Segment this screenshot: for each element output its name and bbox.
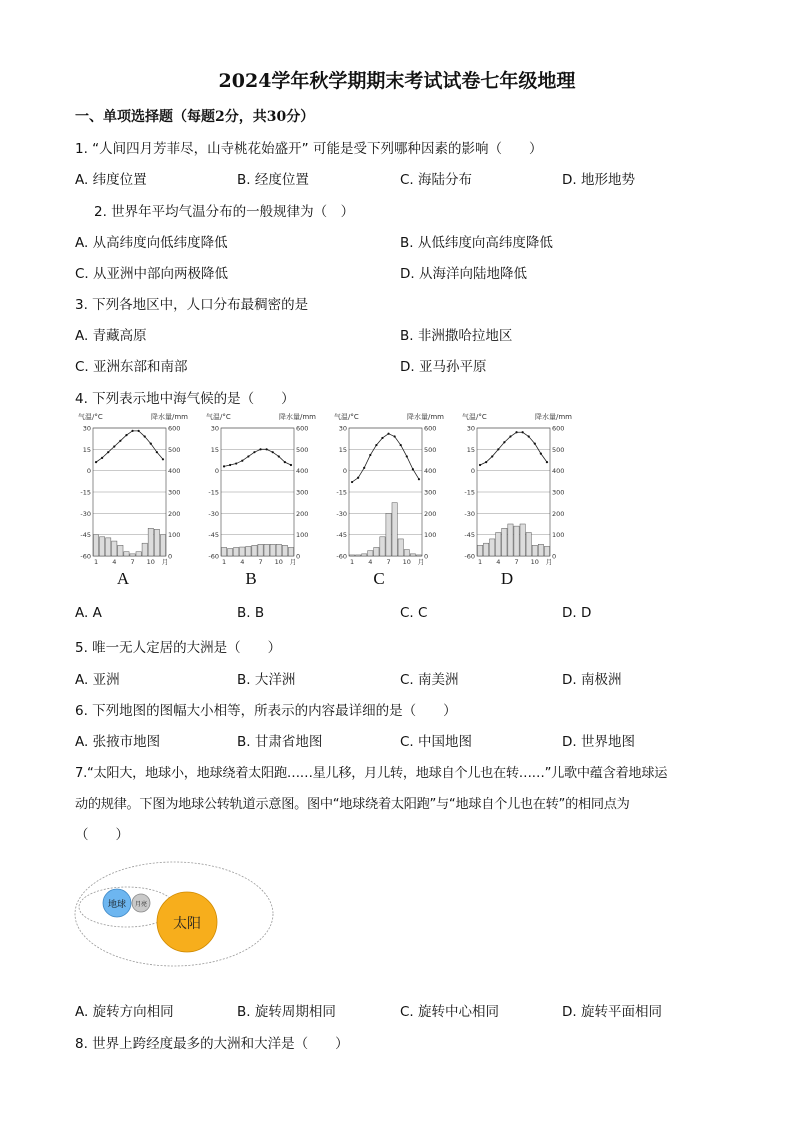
q6-option-a[interactable]: A. 张掖市地图 <box>75 734 161 750</box>
precip-tick-label: 0 <box>424 552 429 561</box>
q7-option-b[interactable]: B. 旋转周期相同 <box>237 1004 336 1020</box>
precip-bar <box>532 545 537 556</box>
section-heading: 一、单项选择题（每题2分，共30分） <box>75 109 315 125</box>
precip-bar <box>349 555 354 556</box>
climate-chart-c <box>334 408 444 588</box>
orbit-diagram <box>72 852 282 982</box>
precip-bar <box>106 538 111 556</box>
temp-point <box>290 464 292 466</box>
month-tick-label: 4 <box>368 558 373 566</box>
temp-point <box>223 465 225 467</box>
temp-point <box>235 462 237 464</box>
precip-bar <box>234 547 239 556</box>
temp-point <box>515 431 517 433</box>
temp-tick-label: -60 <box>80 552 91 561</box>
chart-c-label: C <box>373 569 385 588</box>
temp-point <box>253 451 255 453</box>
q4-option-c[interactable]: C. C <box>400 605 428 621</box>
sun-label: 太阳 <box>173 916 201 932</box>
q4-option-d[interactable]: D. D <box>562 605 592 621</box>
temp-point <box>138 430 140 432</box>
question-5-stem: 5. 唯一无人定居的大洲是（ ） <box>75 640 282 656</box>
temp-line <box>480 432 547 465</box>
temp-point <box>357 477 359 479</box>
temp-point <box>101 457 103 459</box>
precip-tick-label: 400 <box>168 467 181 476</box>
precip-tick-label: 300 <box>296 488 309 497</box>
q6-option-c[interactable]: C. 中国地图 <box>400 734 473 750</box>
precip-tick-label: 100 <box>168 531 181 540</box>
temp-tick-label: -15 <box>208 488 219 497</box>
temp-point <box>485 461 487 463</box>
month-tick-label: 1 <box>477 558 483 566</box>
precip-bar <box>404 550 409 556</box>
temp-point <box>284 461 286 463</box>
temp-tick-label: 0 <box>86 467 91 476</box>
earth-label: 地球 <box>107 900 127 910</box>
temp-tick-label: 0 <box>214 467 219 476</box>
temp-tick-label: 30 <box>210 424 219 433</box>
temp-tick-label: -30 <box>464 509 475 518</box>
month-tick-label: 7 <box>258 558 263 566</box>
temp-tick-label: -15 <box>464 488 475 497</box>
precip-bar <box>380 537 385 556</box>
temp-tick-label: -45 <box>208 531 219 540</box>
temp-point <box>259 448 261 450</box>
q1-option-b[interactable]: B. 经度位置 <box>237 172 309 188</box>
temp-tick-label: -60 <box>336 552 347 561</box>
temp-tick-label: 0 <box>342 467 347 476</box>
precip-bar <box>148 528 153 556</box>
precip-tick-label: 200 <box>424 509 437 518</box>
precip-bar <box>483 543 488 556</box>
precip-bar <box>282 545 287 556</box>
temp-point <box>247 455 249 457</box>
precip-axis-label: 降水量/mm <box>535 413 572 421</box>
temp-point <box>528 435 530 437</box>
month-tick-label: 1 <box>93 558 99 566</box>
question-7-stem-line2: 动的规律。下图为地球公转轨道示意图。图中“地球绕着太阳跑”与“地球自个儿也在转”的相同点为 <box>75 797 630 812</box>
month-tick-label: 7 <box>514 558 519 566</box>
temp-tick-label: -60 <box>208 552 219 561</box>
precip-bar <box>246 546 251 556</box>
precip-tick-label: 0 <box>552 552 557 561</box>
q5-option-a[interactable]: A. 亚洲 <box>75 672 120 688</box>
precip-tick-label: 600 <box>552 424 565 433</box>
question-4-stem: 4. 下列表示地中海气候的是（ ） <box>75 391 295 407</box>
orbit-svg <box>72 852 282 982</box>
month-unit-label: 月 <box>417 558 425 566</box>
temp-tick-label: -30 <box>208 509 219 518</box>
page-title: 2024学年秋学期期末考试试卷七年级地理 <box>218 70 576 92</box>
month-tick-label: 7 <box>130 558 135 566</box>
temp-point <box>107 451 109 453</box>
precip-bar <box>520 524 525 556</box>
temp-point <box>412 468 414 470</box>
precip-tick-label: 100 <box>296 531 309 540</box>
q6-option-d[interactable]: D. 世界地图 <box>562 734 635 750</box>
question-1-stem: 1. “人间四月芳菲尽，山寺桃花始盛开” 可能是受下列哪种因素的影响（ ） <box>75 141 543 157</box>
precip-bar <box>142 543 147 556</box>
precip-bar <box>154 529 159 556</box>
precip-tick-label: 500 <box>168 445 181 454</box>
month-tick-label: 4 <box>496 558 501 566</box>
temp-point <box>522 431 524 433</box>
precip-bar <box>490 539 495 556</box>
precip-tick-label: 200 <box>168 509 181 518</box>
temp-axis-label: 气温/°C <box>206 413 231 421</box>
q2-option-d[interactable]: D. 从海洋向陆地降低 <box>400 266 527 282</box>
precip-bar <box>264 544 269 556</box>
month-unit-label: 月 <box>289 558 297 566</box>
question-7-stem-line3: （ ） <box>75 827 129 843</box>
precip-axis-label: 降水量/mm <box>151 413 188 421</box>
temp-tick-label: 0 <box>470 467 475 476</box>
temp-point <box>375 444 377 446</box>
precip-bar <box>508 524 513 556</box>
precip-bar <box>288 547 293 556</box>
precip-axis-label: 降水量/mm <box>279 413 316 421</box>
precip-bar <box>398 539 403 556</box>
q3-option-d[interactable]: D. 亚马孙平原 <box>400 359 487 375</box>
temp-point <box>497 448 499 450</box>
temp-point <box>540 453 542 455</box>
precip-bar <box>112 541 117 556</box>
question-8-stem: 8. 世界上跨经度最多的大洲和大洋是（ ） <box>75 1036 349 1052</box>
temp-point <box>272 451 274 453</box>
precip-bar <box>416 555 421 556</box>
temp-point <box>491 455 493 457</box>
precip-bar <box>368 551 373 556</box>
precip-bar <box>130 554 135 556</box>
temp-point <box>95 461 97 463</box>
temp-tick-label: 30 <box>82 424 91 433</box>
temp-point <box>400 444 402 446</box>
precip-tick-label: 200 <box>296 509 309 518</box>
q3-option-c[interactable]: C. 亚洲东部和南部 <box>75 359 188 375</box>
temp-point <box>241 460 243 462</box>
temp-tick-label: -15 <box>336 488 347 497</box>
q2-option-a[interactable]: A. 从高纬度向低纬度降低 <box>75 235 228 251</box>
precip-bar <box>118 545 123 556</box>
temp-point <box>150 443 152 445</box>
precip-tick-label: 600 <box>168 424 181 433</box>
climate-chart-c-svg <box>334 408 444 583</box>
temp-point <box>381 437 383 439</box>
month-tick-label: 10 <box>530 558 539 566</box>
climate-chart-a <box>78 408 188 588</box>
temp-point <box>162 458 164 460</box>
precip-bar <box>362 554 367 556</box>
temp-tick-label: -45 <box>464 531 475 540</box>
question-3-stem: 3. 下列各地区中，人口分布最稠密的是 <box>75 297 309 313</box>
q1-option-c[interactable]: C. 海陆分布 <box>400 172 473 188</box>
precip-bar <box>160 535 165 556</box>
temp-line <box>224 449 291 466</box>
temp-tick-label: 30 <box>466 424 475 433</box>
temp-point <box>534 443 536 445</box>
temp-point <box>113 445 115 447</box>
temp-tick-label: -60 <box>464 552 475 561</box>
precip-tick-label: 500 <box>552 445 565 454</box>
precip-bar <box>93 535 98 556</box>
precip-tick-label: 100 <box>424 531 437 540</box>
temp-point <box>266 448 268 450</box>
precip-bar <box>392 503 397 556</box>
precip-bar <box>221 547 226 556</box>
temp-point <box>119 440 121 442</box>
precip-tick-label: 300 <box>168 488 181 497</box>
temp-point <box>156 451 158 453</box>
precip-bar <box>502 528 507 556</box>
month-tick-label: 10 <box>402 558 411 566</box>
chart-a-label: A <box>116 569 130 588</box>
month-unit-label: 月 <box>545 558 553 566</box>
question-6-stem: 6. 下列地图的图幅大小相等，所表示的内容最详细的是（ ） <box>75 703 457 719</box>
chart-b-label: B <box>245 569 257 588</box>
temp-point <box>503 441 505 443</box>
temp-tick-label: 15 <box>82 445 91 454</box>
precip-bar <box>544 546 549 556</box>
month-tick-label: 7 <box>386 558 391 566</box>
temp-point <box>278 455 280 457</box>
climate-chart-b-svg <box>206 408 316 583</box>
q3-option-a[interactable]: A. 青藏高原 <box>75 328 147 344</box>
q4-option-a[interactable]: A. A <box>75 605 102 621</box>
q7-option-c[interactable]: C. 旋转中心相同 <box>400 1004 500 1020</box>
temp-point <box>131 430 133 432</box>
q5-option-c[interactable]: C. 南美洲 <box>400 672 459 688</box>
temp-point <box>125 434 127 436</box>
temp-tick-label: -30 <box>336 509 347 518</box>
precip-bar <box>386 513 391 556</box>
temp-point <box>363 467 365 469</box>
question-2-stem: 2. 世界年平均气温分布的一般规律为（ ） <box>94 204 355 220</box>
temp-tick-label: -30 <box>80 509 91 518</box>
precip-bar <box>276 544 281 556</box>
precip-tick-label: 400 <box>552 467 565 476</box>
temp-point <box>546 461 548 463</box>
precip-bar <box>538 544 543 556</box>
precip-tick-label: 400 <box>296 467 309 476</box>
q4-option-b[interactable]: B. B <box>237 605 265 621</box>
precip-tick-label: 500 <box>424 445 437 454</box>
temp-axis-label: 气温/°C <box>462 413 487 421</box>
q7-option-a[interactable]: A. 旋转方向相同 <box>75 1004 174 1020</box>
temp-point <box>509 435 511 437</box>
temp-point <box>418 478 420 480</box>
temp-tick-label: 15 <box>210 445 219 454</box>
temp-tick-label: -15 <box>80 488 91 497</box>
temp-tick-label: 15 <box>466 445 475 454</box>
precip-bar <box>270 544 275 556</box>
q1-option-a[interactable]: A. 纬度位置 <box>75 172 147 188</box>
precip-bar <box>258 544 263 556</box>
month-tick-label: 1 <box>349 558 355 566</box>
precip-tick-label: 300 <box>552 488 565 497</box>
temp-axis-label: 气温/°C <box>78 413 103 421</box>
precip-bar <box>136 552 141 556</box>
climate-chart-d <box>462 408 572 588</box>
q2-option-b[interactable]: B. 从低纬度向高纬度降低 <box>400 235 553 251</box>
month-tick-label: 10 <box>146 558 155 566</box>
climate-chart-a-svg <box>78 408 188 583</box>
precip-bar <box>99 537 104 556</box>
chart-d-label: D <box>500 569 514 588</box>
precip-tick-label: 500 <box>296 445 309 454</box>
month-tick-label: 1 <box>221 558 227 566</box>
precip-tick-label: 100 <box>552 531 565 540</box>
precip-tick-label: 400 <box>424 467 437 476</box>
month-unit-label: 月 <box>161 558 169 566</box>
temp-point <box>394 435 396 437</box>
q6-option-b[interactable]: B. 甘肃省地图 <box>237 734 323 750</box>
precip-bar <box>355 555 360 556</box>
temp-point <box>387 433 389 435</box>
month-tick-label: 10 <box>274 558 283 566</box>
question-7-stem-line1: 7.“太阳大，地球小，地球绕着太阳跑……星儿移，月儿转，地球自个儿也在转……”儿歌中蕴含着地球运 <box>75 766 668 781</box>
precip-bar <box>496 533 501 556</box>
q3-option-b[interactable]: B. 非洲撒哈拉地区 <box>400 328 513 344</box>
precip-bar <box>227 549 232 556</box>
temp-line <box>352 434 419 482</box>
temp-point <box>406 455 408 457</box>
climate-chart-b <box>206 408 316 588</box>
temp-tick-label: -45 <box>336 531 347 540</box>
month-tick-label: 4 <box>240 558 245 566</box>
temp-tick-label: 15 <box>338 445 347 454</box>
temp-tick-label: 30 <box>338 424 347 433</box>
precip-bar <box>410 554 415 556</box>
climate-chart-d-svg <box>462 408 572 583</box>
precip-tick-label: 600 <box>424 424 437 433</box>
precip-bar <box>240 547 245 556</box>
precip-tick-label: 0 <box>296 552 301 561</box>
temp-point <box>144 435 146 437</box>
precip-bar <box>526 533 531 556</box>
precip-bar <box>374 547 379 556</box>
temp-point <box>369 454 371 456</box>
precip-bar <box>124 552 129 556</box>
q2-option-c[interactable]: C. 从亚洲中部向两极降低 <box>75 266 229 282</box>
temp-line <box>96 431 163 462</box>
precip-bar <box>252 545 257 556</box>
temp-point <box>229 464 231 466</box>
q5-option-b[interactable]: B. 大洋洲 <box>237 672 296 688</box>
precip-tick-label: 0 <box>168 552 173 561</box>
precip-tick-label: 600 <box>296 424 309 433</box>
month-tick-label: 4 <box>112 558 117 566</box>
precip-bar <box>514 526 519 556</box>
temp-point <box>479 464 481 466</box>
precip-tick-label: 200 <box>552 509 565 518</box>
q1-option-d[interactable]: D. 地形地势 <box>562 172 635 188</box>
precip-bar <box>477 545 482 556</box>
moon-label: 月亮 <box>134 901 148 908</box>
q7-option-d[interactable]: D. 旋转平面相同 <box>562 1004 662 1020</box>
temp-point <box>351 481 353 483</box>
temp-tick-label: -45 <box>80 531 91 540</box>
precip-tick-label: 300 <box>424 488 437 497</box>
temp-axis-label: 气温/°C <box>334 413 359 421</box>
q5-option-d[interactable]: D. 南极洲 <box>562 672 622 688</box>
precip-axis-label: 降水量/mm <box>407 413 444 421</box>
